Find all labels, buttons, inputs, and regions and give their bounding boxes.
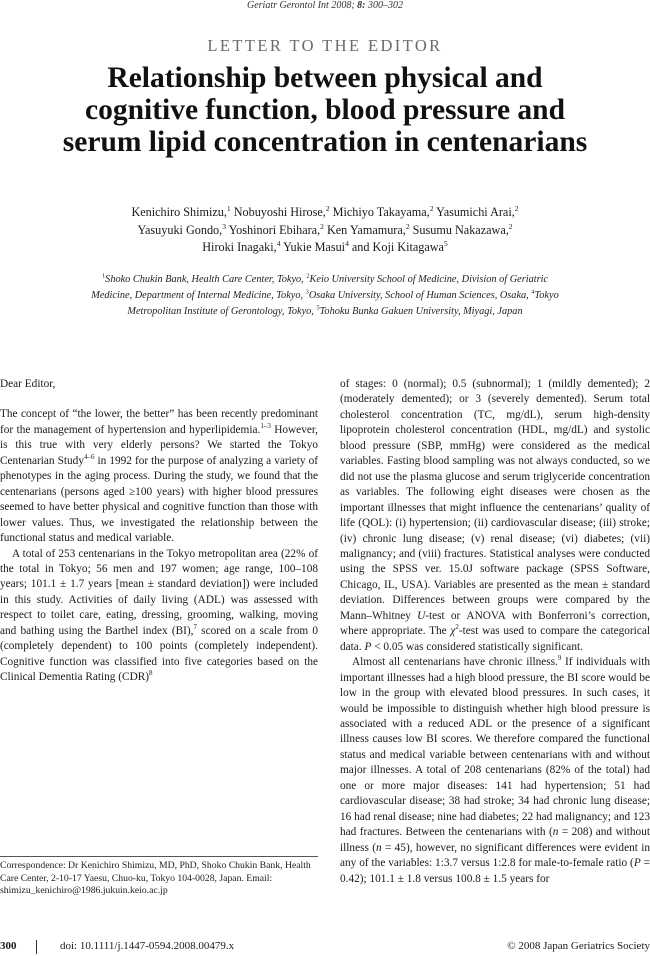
affiliation-text: Shoko Chukin Bank, Health Care Center, Tokyo, bbox=[105, 274, 307, 285]
affiliation-number: 5 bbox=[316, 304, 320, 312]
author-name: Koji Kitagawa bbox=[372, 240, 444, 254]
reference-mark: 4–6 bbox=[83, 453, 95, 462]
affiliation-text: Keio University School of Medicine, Division of Geriatric Medicine, Department of Internal Medicine, Tokyo, bbox=[91, 274, 549, 301]
journal-volume: 8: bbox=[357, 0, 366, 11]
reference-mark: 7 bbox=[193, 623, 197, 632]
paragraph-2-part-2: of stages: 0 (normal); 0.5 (subnormal); 1 (mildly demented); 2 (moderately demented); or 3 (severely demented). Serum total cholesterol concentration (TC, mg/dL), serum high-density lipoprotein cholesterol concentration (HDL, mg/dL) and systolic blood pressure (SBP, mmHg) were considered as the medical variables. Fasting blood sampling was not always conducted, so we did not use the plasma glucose and serum triglyceride concentration as variables. The following eight diseases were chosen as the important illnesses that might influence the centenarians’ quality of life (QOL): (i) hypertension; (ii) cardiovascular disease; (iii) stroke; (iv) chronic lung disease; (v) renal disease; (vi) diabetes; (vii) malignancy; and (viii) fractures. Statistical analyses were conducted using the SPSS ver. 15.0J software package (SPSS Software, Chicago, IL, USA). Variables are presented as the mean ± standard deviation. Differences between groups were compared by the Mann–Whitney U-test or ANOVA with Bonferroni’s correction, where appropriate. The $\chi^2$-test was used to compare the categorical data. P < 0.05 was considered statistically significant. bbox=[340, 378, 650, 653]
author-affiliation-mark: 4 bbox=[345, 238, 349, 248]
author-name: Yukie Masui bbox=[283, 240, 346, 254]
reference-mark: 1–3 bbox=[260, 422, 271, 431]
body-column-left bbox=[0, 377, 318, 686]
author-affiliation-mark: 2 bbox=[325, 203, 330, 213]
author-name: Kenichiro Shimizu, bbox=[131, 205, 227, 219]
affiliation-text: Osaka University, School of Human Sciences, Osaka, bbox=[308, 290, 532, 301]
affiliation-number: 2 bbox=[306, 272, 310, 280]
body-column-right bbox=[340, 377, 650, 887]
affiliation-text: Tokyo Metropolitan Institute of Gerontology, Tokyo, bbox=[127, 290, 559, 317]
affiliations bbox=[82, 272, 568, 320]
copyright-notice: © 2008 Japan Geriatrics Society bbox=[507, 940, 650, 952]
author-name: Susumu Nakazawa, bbox=[412, 222, 509, 237]
author-name: Hiroki Inagaki, bbox=[202, 240, 277, 254]
affiliation-number: 4 bbox=[531, 288, 535, 296]
reference-mark: 8 bbox=[149, 669, 153, 678]
author-name: Yoshinori Ebihara, bbox=[228, 222, 321, 237]
salutation: Dear Editor, bbox=[0, 378, 56, 390]
article-title: Relationship between physical and cognitive function, blood pressure and serum lipid concentration in centenarians bbox=[62, 62, 588, 158]
affiliation-number: 3 bbox=[305, 288, 309, 296]
author-affiliation-mark: 2 bbox=[508, 221, 513, 231]
author-affiliation-mark: 3 bbox=[222, 221, 226, 231]
paragraph-1: The concept of “the lower, the better” has been recently predominant for the management of hypertension and hyperlipidemia.$^{1-3}$ However, is this true with very elderly persons? We started the Tokyo Centenarian Study$^{4-6}$ in 1992 for the purpose of analyzing a variety of phenotypes in the aging process. During the study, we found that the centenarians (persons aged ≥100 years) with higher blood pressures seemed to have better physical and cognitive function than those with lower values. Thus, we investigated the relationship between the functional status and medical variable. bbox=[0, 408, 318, 545]
author-list: Kenichiro Shimizu,$^1$ Nobuyoshi Hirose,$^2$ Michiyo Takayama,$^2$ Yasumichi Arai,$^2$ Yasuyuki Gondo,$^3$ Yoshinori Ebihara,$^2$ Ken Yamamura,$^2$ Susumu Nakazawa,$^2$ Hiroki Inagaki,$^4$ Yukie Masui$^4$ and Koji Kitagawa$^5$ bbox=[131, 203, 519, 254]
author-affiliation-mark: 2 bbox=[320, 221, 324, 231]
author-name: Yasuyuki Gondo, bbox=[137, 222, 223, 237]
page-footer bbox=[0, 940, 650, 956]
author-affiliation-mark: 1 bbox=[226, 203, 231, 213]
page-number: 300 bbox=[0, 940, 17, 952]
reference-mark: 9 bbox=[557, 654, 562, 663]
paragraph-2-part-1: A total of 253 centenarians in the Tokyo metropolitan area (22% of the total in Tokyo; 56 men and 197 women; age range, 100–108 years; 101.1 ± 1.7 years [mean ± standard deviation]) were included in this study. Activities of daily living (ADL) was assessed with respect to toilet care, eating, dressing, grooming, walking, moving and bathing using the Barthel index (BI),$^7$ scored on a scale from 0 (completely dependent) to 100 points (completely independent). Cognitive function was classified into five categories based on the Clinical Dementia Rating (CDR)$^8$ bbox=[0, 547, 318, 684]
journal-citation: Geriatr Gerontol Int 2008; bbox=[246, 0, 355, 11]
affiliation-number: 1 bbox=[101, 272, 106, 280]
author-affiliation-mark: 2 bbox=[514, 203, 519, 213]
section-label: LETTER TO THE EDITOR bbox=[207, 36, 443, 55]
running-head bbox=[0, 0, 650, 11]
doi-link[interactable]: doi: 10.1111/j.1447-0594.2008.00479.x bbox=[60, 940, 235, 952]
author-affiliation-mark: 5 bbox=[443, 238, 448, 248]
author-name: Michiyo Takayama, bbox=[332, 205, 430, 219]
journal-pages: 300–302 bbox=[368, 0, 404, 11]
author-affiliation-mark: 2 bbox=[429, 203, 434, 213]
footnote-divider bbox=[0, 856, 318, 857]
paragraph-3: Almost all centenarians have chronic illness.$^9$ If individuals with important illnesses had a high blood pressure, the BI score would be low in the group with elevated blood pressures. In such cases, it would be impossible to distinguish whether high blood pressure is associated with a reduced ADL or the presence of a significant illness causes low BI scores. We therefore compared the functional status and medical variable between centenarians with and without major illnesses. A total of 208 centenarians (82% of the total) had one or more major diseases: 141 had hypertension; 51 had cardiovascular disease; 38 had stroke; 34 had chronic lung disease; 16 had renal disease; nine had diabetes; 22 had malignancy; and 123 had fractures. Between the centenarians with (n = 208) and without illness (n = 45), however, no significant differences were evident in any of the variables: 1:3.7 versus 1:2.8 for male-to-female ratio (P = 0.42); 101.1 ± 1.8 versus 100.8 ± 1.5 years for bbox=[340, 654, 650, 885]
correspondence-footnote: Correspondence: Dr Kenichiro Shimizu, MD, PhD, Shoko Chukin Bank, Health Care Center, 2-10-17 Yaesu, Chuo-ku, Tokyo 104-0028, Japan. Email: shimizu_kenichiro@1986.jukuin.keio.ac.jp bbox=[0, 860, 311, 897]
footer-divider bbox=[36, 940, 37, 954]
affiliation-text: Tohoku Bunka Gakuen University, Miyagi, Japan bbox=[319, 306, 523, 317]
author-name: Ken Yamamura, bbox=[326, 222, 406, 237]
author-affiliation-mark: 2 bbox=[405, 221, 410, 231]
author-affiliation-mark: 4 bbox=[276, 238, 281, 248]
author-name: Nobuyoshi Hirose, bbox=[233, 205, 326, 219]
author-name: Yasumichi Arai, bbox=[436, 205, 515, 219]
